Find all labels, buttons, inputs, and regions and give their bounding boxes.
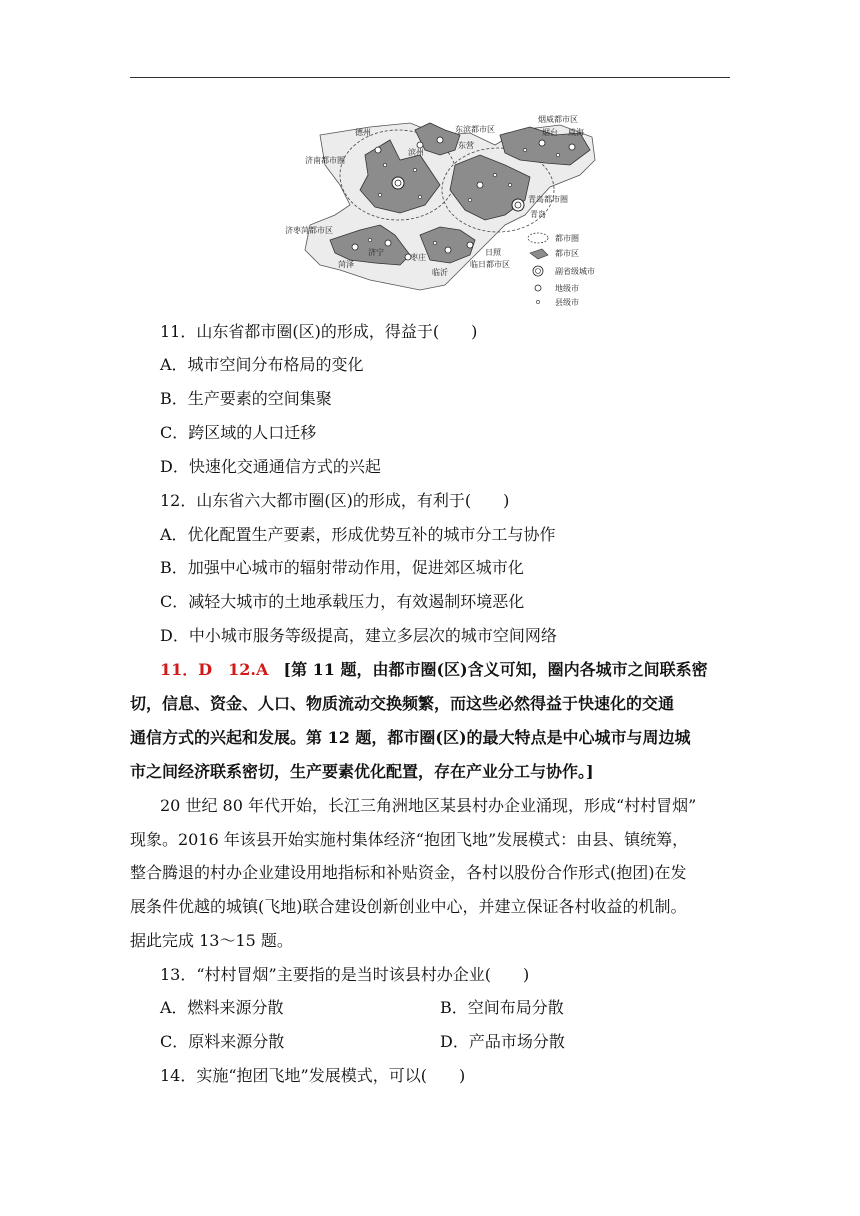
q14-stem: 14．实施“抱团飞地”发展模式，可以( ) bbox=[160, 1066, 466, 1085]
passage-line-4: 展条件优越的城镇(飞地)联合建设创新创业中心，并建立保证各村收益的机制。 bbox=[130, 897, 687, 916]
label-linri-region: 临日都市区 bbox=[470, 260, 510, 269]
label-rizhao: 日照 bbox=[485, 248, 501, 257]
passage-line-1: 20 世纪 80 年代开始，长江三角洲地区某县村办企业涌现，形成“村村冒烟” bbox=[160, 796, 697, 815]
qingdao-city-marker bbox=[512, 199, 524, 211]
q11-stem: 11．山东省都市圈(区)的形成，得益于( ) bbox=[160, 322, 478, 341]
answer-line-1 bbox=[160, 660, 708, 680]
label-linyi: 临沂 bbox=[432, 268, 448, 277]
q13-option-b: B．空间布局分散 bbox=[440, 998, 564, 1017]
q13-option-a: A．燃料来源分散 bbox=[160, 998, 284, 1017]
q11-option-c: C．跨区域的人口迁移 bbox=[160, 423, 317, 442]
q13-option-c: C．原料来源分散 bbox=[160, 1032, 285, 1051]
map-figure bbox=[280, 105, 600, 315]
legend-region: 都市区 bbox=[555, 249, 579, 258]
label-yanwei-region: 烟威都市区 bbox=[538, 115, 578, 124]
q12-option-a: A．优化配置生产要素，形成优势互补的城市分工与协作 bbox=[160, 525, 556, 544]
passage-line-5: 据此完成 13～15 题。 bbox=[130, 931, 293, 950]
q11-option-d: D．快速化交通通信方式的兴起 bbox=[160, 457, 381, 476]
q12-option-d: D．中小城市服务等级提高，建立多层次的城市空间网络 bbox=[160, 626, 557, 645]
label-qingdao-circle: 青岛都市圈 bbox=[528, 195, 568, 204]
label-heze: 菏泽 bbox=[338, 260, 354, 269]
passage-line-3: 整合腾退的村办企业建设用地指标和补贴资金，各村以股份合作形式(抱团)在发 bbox=[130, 863, 687, 882]
q11-option-a: A．城市空间分布格局的变化 bbox=[160, 355, 364, 374]
legend-circle: 都市圈 bbox=[555, 234, 579, 243]
answer-explanation-1: [第 11 题，由都市圈(区)含义可知，圈内各城市之间联系密 bbox=[283, 660, 708, 679]
q12-option-c: C．减轻大城市的土地承载压力，有效遏制环境恶化 bbox=[160, 592, 525, 611]
legend-sub-provincial: 副省级城市 bbox=[555, 267, 595, 276]
answer-line-2: 切，信息、资金、人口、物质流动交换频繁，而这些必然得益于快速化的交通 bbox=[130, 694, 675, 713]
q11-option-b: B．生产要素的空间集聚 bbox=[160, 389, 332, 408]
shandong-metro-map bbox=[280, 105, 600, 315]
label-dongbin-region: 东滨都市区 bbox=[455, 125, 495, 134]
label-yantai: 烟台 bbox=[542, 128, 558, 137]
label-jizaohe-region: 济枣菏都市区 bbox=[285, 226, 333, 235]
label-qingdao: 青岛 bbox=[530, 210, 546, 219]
label-jining: 济宁 bbox=[368, 248, 384, 257]
label-weihai: 威海 bbox=[568, 128, 584, 137]
answer-line-4: 市之间经济联系密切，生产要素优化配置，存在产业分工与协作。] bbox=[130, 762, 594, 781]
q12-stem: 12．山东省六大都市圈(区)的形成，有利于( ) bbox=[160, 491, 510, 510]
legend-county: 县级市 bbox=[555, 298, 579, 307]
answer-line-3: 通信方式的兴起和发展。第 12 题，都市圈(区)的最大特点是中心城市与周边城 bbox=[130, 728, 691, 747]
legend-prefecture: 地级市 bbox=[555, 284, 579, 293]
label-binzhou: 滨州 bbox=[408, 148, 424, 157]
jinan-city-marker bbox=[392, 177, 404, 189]
q12-option-b: B．加强中心城市的辐射带动作用，促进郊区城市化 bbox=[160, 558, 524, 577]
label-dongying: 东营 bbox=[458, 141, 474, 150]
label-zaozhuang: 枣庄 bbox=[410, 253, 426, 262]
answer-keys: 11．D 12.A bbox=[160, 660, 269, 679]
header-rule bbox=[130, 77, 730, 78]
q13-option-d: D．产品市场分散 bbox=[440, 1032, 565, 1051]
label-dezhou: 德州 bbox=[355, 128, 371, 137]
label-jinan-circle: 济南都市圈 bbox=[305, 156, 345, 165]
q13-stem: 13．“村村冒烟”主要指的是当时该县村办企业( ) bbox=[160, 965, 530, 984]
passage-line-2: 现象。2016 年该县开始实施村集体经济“抱团飞地”发展模式：由县、镇统筹， bbox=[130, 830, 689, 849]
